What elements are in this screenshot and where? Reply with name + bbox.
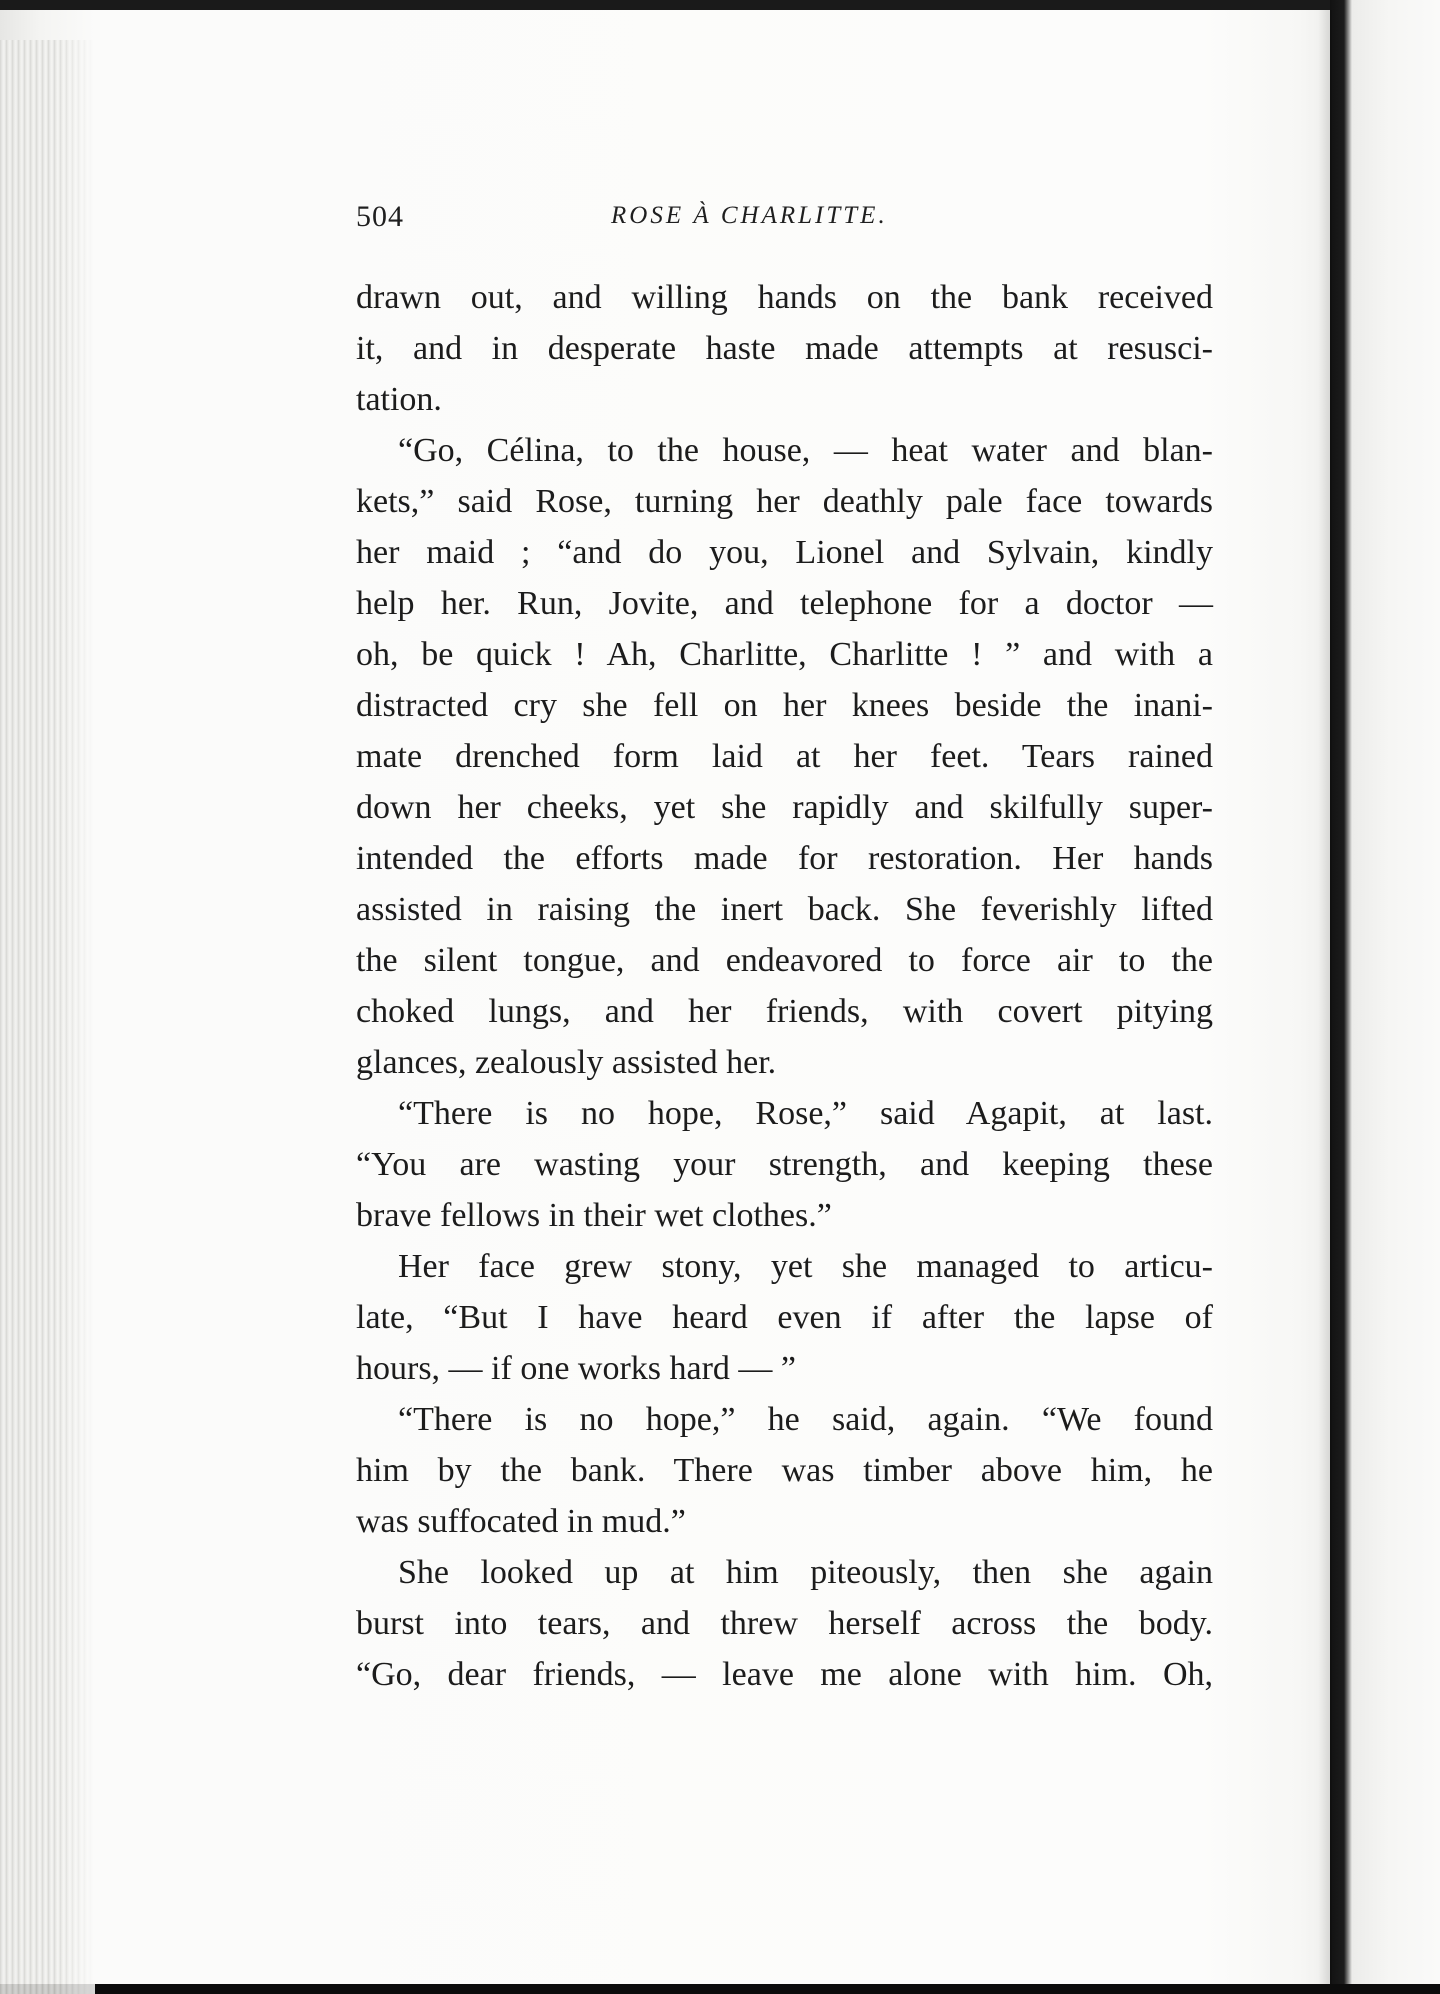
text-line: kets,” said Rose, turning her deathly pale face towards (356, 483, 1213, 520)
text-line: tation. (356, 381, 442, 418)
book-gutter (1330, 0, 1440, 1984)
text-line: distracted cry she fell on her knees beside the inani- (356, 687, 1213, 724)
text-line: was suffocated in mud.” (356, 1503, 686, 1540)
text-line: help her. Run, Jovite, and telephone for a doctor — (356, 585, 1213, 622)
text-line: brave fellows in their wet clothes.” (356, 1197, 832, 1234)
text-line: oh, be quick ! Ah, Charlitte, Charlitte ! ” and with a (356, 636, 1213, 673)
text-line: “There is no hope,” he said, again. “We found (398, 1401, 1213, 1438)
text-line: him by the bank. There was timber above him, he (356, 1452, 1213, 1489)
text-line: Her face grew stony, yet she managed to articu- (398, 1248, 1213, 1285)
text-line: “There is no hope, Rose,” said Agapit, at last. (398, 1095, 1213, 1132)
text-line: intended the efforts made for restoration. Her hands (356, 840, 1213, 877)
body-text (356, 272, 1213, 1700)
running-head (356, 200, 1211, 240)
text-line: her maid ; “and do you, Lionel and Sylvain, kindly (356, 534, 1213, 571)
text-line: burst into tears, and threw herself across the body. (356, 1605, 1213, 1642)
text-line: mate drenched form laid at her feet. Tears rained (356, 738, 1213, 775)
text-line: the silent tongue, and endeavored to force air to the (356, 942, 1213, 979)
text-line: She looked up at him piteously, then she again (398, 1554, 1213, 1591)
text-line: down her cheeks, yet she rapidly and skilfully super- (356, 789, 1213, 826)
text-line: late, “But I have heard even if after the lapse of (356, 1299, 1213, 1336)
page-number: 504 (356, 200, 404, 233)
page-edge-stack (0, 40, 95, 1994)
text-line: choked lungs, and her friends, with covert pitying (356, 993, 1213, 1030)
running-title: ROSE À CHARLITTE. (611, 202, 888, 229)
text-line: glances, zealously assisted her. (356, 1044, 777, 1081)
gutter-shadow (1318, 10, 1332, 1984)
text-line: “Go, Célina, to the house, — heat water and blan- (398, 432, 1213, 469)
text-line: drawn out, and willing hands on the bank received (356, 279, 1213, 316)
text-line: it, and in desperate haste made attempts at resusci- (356, 330, 1213, 367)
text-line: “You are wasting your strength, and keeping these (356, 1146, 1213, 1183)
text-line: hours, — if one works hard — ” (356, 1350, 797, 1387)
text-line: “Go, dear friends, — leave me alone with him. Oh, (356, 1656, 1213, 1693)
text-line: assisted in raising the inert back. She feverishly lifted (356, 891, 1213, 928)
